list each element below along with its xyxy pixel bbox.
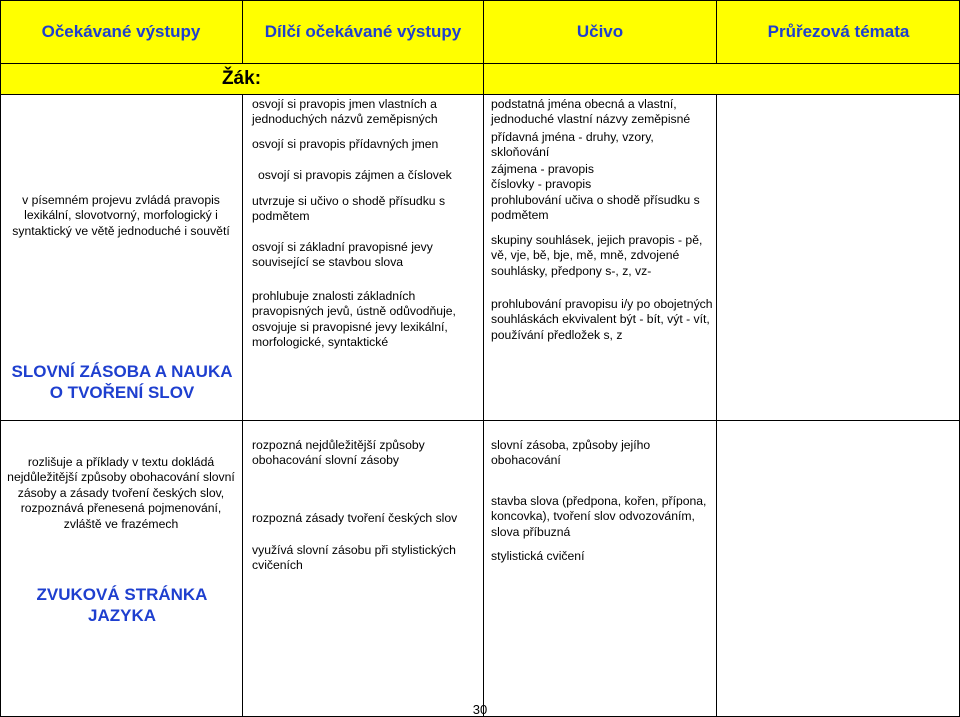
header-col-partial: Dílčí očekávané výstupy — [243, 0, 483, 63]
content-item: přídavná jména - druhy, vzory, skloňování — [491, 130, 654, 160]
content-item: prohlubování pravopisu i/y po obojetných souhláskách ekvivalent být - bít, výt - vít, používání předložek s, z — [491, 297, 713, 342]
content-item: zájmena - pravopis — [491, 162, 594, 176]
partial-outcome: osvojí si pravopis zájmen a číslovek — [258, 168, 452, 182]
content-item: stylistická cvičení — [491, 549, 585, 563]
grid-line — [0, 94, 960, 95]
expected-outcome-2: rozlišuje a příklady v textu dokládá nejdůležitější způsoby obohacování slovní zásoby a zásady tvoření českých slov, rozpoznává přenesená pojmenování, zvláště ve frazémech — [7, 455, 235, 531]
partial-outcome: osvojí si základní pravopisné jevy související se stavbou slova — [252, 240, 433, 270]
section-heading-vocabulary: SLOVNÍ ZÁSOBA A NAUKA O TVOŘENÍ SLOV — [11, 362, 233, 402]
partial-outcome: rozpozná zásady tvoření českých slov — [252, 511, 458, 525]
grid-line — [0, 420, 960, 421]
grid-line — [716, 0, 717, 64]
grid-line — [242, 0, 243, 64]
grid-line — [0, 63, 960, 64]
content-item: číslovky - pravopis — [491, 177, 592, 191]
content-item: prohlubování učiva o shodě přísudku s podmětem — [491, 193, 700, 223]
partial-outcome: využívá slovní zásobu při stylistických cvičeních — [252, 543, 456, 573]
header-col-crosscutting: Průřezová témata — [717, 0, 960, 63]
content-item: skupiny souhlásek, jejich pravopis - pě, vě, vje, bě, bje, mě, mně, zdvojené souhlásky, předpony s-, z, vz- — [491, 233, 703, 278]
grid-line — [483, 0, 484, 717]
grid-line — [242, 94, 243, 717]
content-item: stavba slova (předpona, kořen, přípona, koncovka), tvoření slov odvozováním, slova příbuzná — [491, 494, 707, 539]
section-heading-phonetics: ZVUKOVÁ STRÁNKA JAZYKA — [36, 585, 208, 625]
partial-outcome: osvojí si pravopis jmen vlastních a jednoduchých názvů zeměpisných — [252, 97, 438, 127]
header-col-content: Učivo — [484, 0, 716, 63]
page-number: 30 — [472, 702, 488, 717]
zak-label: Žák: — [221, 68, 262, 89]
partial-outcome: rozpozná nejdůležitější způsoby obohacování slovní zásoby — [252, 438, 425, 468]
content-item: podstatná jména obecná a vlastní, jednoduché vlastní názvy zeměpisné — [491, 97, 691, 127]
expected-outcome-1: v písemném projevu zvládá pravopis lexikální, slovotvorný, morfologický i syntaktický ve větě jednoduché i souvětí — [12, 193, 230, 238]
grid-line — [0, 0, 960, 1]
partial-outcome: utvrzuje si učivo o shodě přísudku s podmětem — [252, 194, 446, 224]
grid-line — [716, 94, 717, 717]
header-col-expected: Očekávané výstupy — [0, 0, 242, 63]
content-item: slovní zásoba, způsoby jejího obohacování — [491, 438, 651, 468]
grid-line — [0, 0, 1, 717]
partial-outcome: prohlubuje znalosti základních pravopisných jevů, ústně odůvodňuje, osvojuje si pravopisné jevy lexikální, morfologické, syntaktické — [252, 289, 456, 350]
partial-outcome: osvojí si pravopis přídavných jmen — [252, 137, 439, 151]
